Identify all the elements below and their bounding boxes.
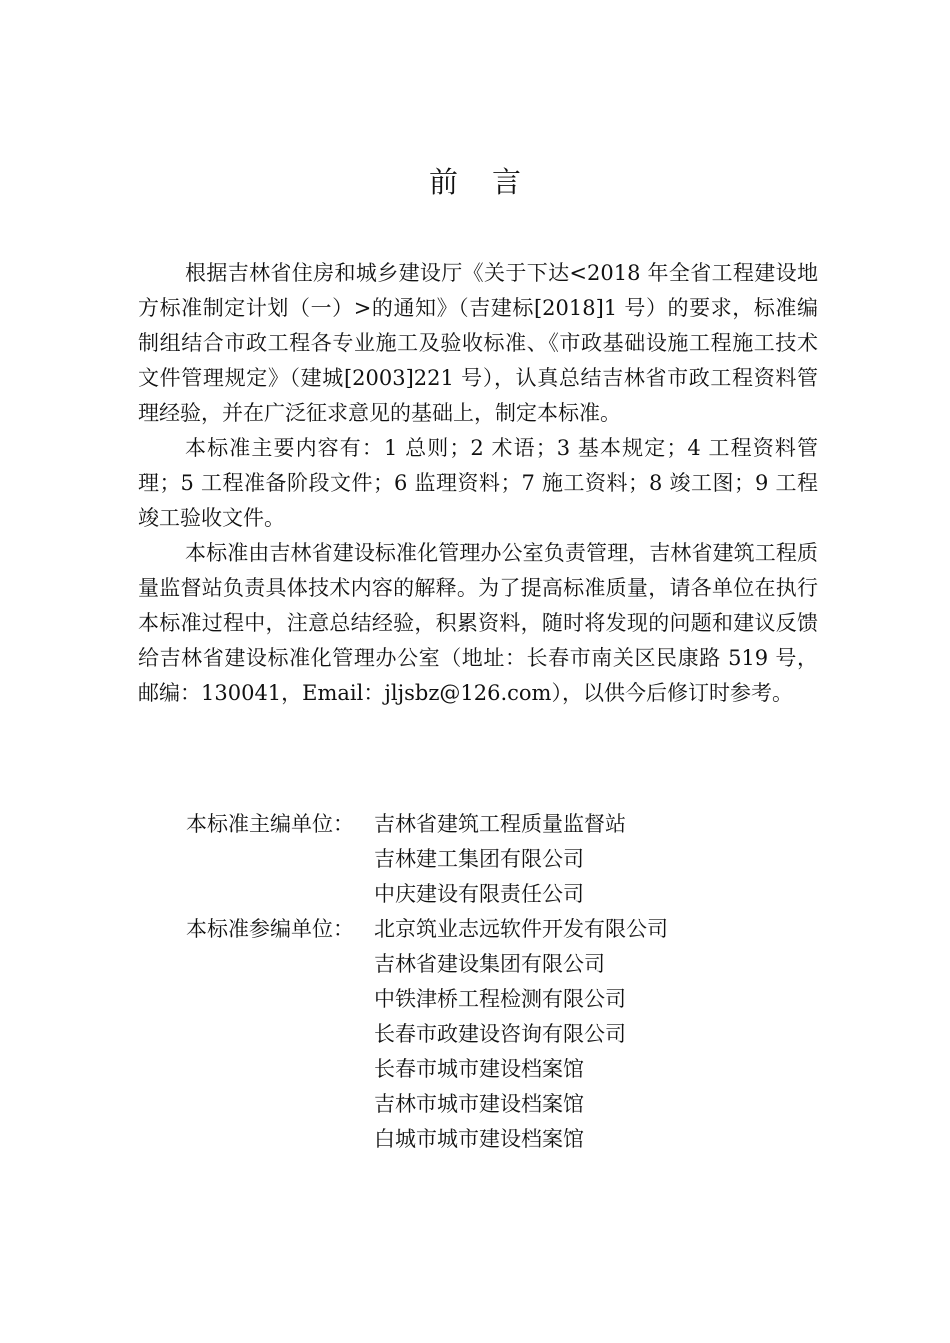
page-title: 前言 — [428, 165, 555, 199]
paragraph-management: 本标准由吉林省建设标准化管理办公室负责管理，吉林省建筑工程质量监督站负责具体技术内容的解释。为了提高标准质量，请各单位在执行本标准过程中，注意总结经验，积累资料，随时将发现的问题和建议反馈给吉林省建设标准化管理办公室（地址：长春市南关区民康路 519 号，邮编：130041，Email：jljsbz@126.com），以供今后修订时参考。 — [138, 541, 818, 705]
participating-unit: 长春市政建设咨询有限公司 — [374, 1022, 626, 1046]
chief-unit: 吉林省建筑工程质量监督站 — [374, 812, 626, 836]
drafting-units — [186, 807, 806, 1157]
chief-units-label: 本标准主编单位： — [186, 812, 354, 836]
paragraph-contents: 本标准主要内容有：1 总则；2 术语；3 基本规定；4 工程资料管理；5 工程准备阶段文件；6 监理资料；7 施工资料；8 竣工图；9 工程竣工验收文件。 — [138, 436, 818, 530]
chief-unit: 吉林建工集团有限公司 — [374, 847, 584, 871]
chief-unit: 中庆建设有限责任公司 — [374, 882, 584, 906]
participating-units-group — [186, 912, 806, 1157]
chief-units-list — [374, 807, 626, 912]
participating-units-list — [374, 912, 668, 1157]
chief-units-group — [186, 807, 806, 912]
participating-unit: 长春市城市建设档案馆 — [374, 1057, 584, 1081]
preface-body — [138, 256, 818, 711]
participating-unit: 中铁津桥工程检测有限公司 — [374, 987, 626, 1011]
participating-unit: 白城市城市建设档案馆 — [374, 1127, 584, 1151]
paragraph-background: 根据吉林省住房和城乡建设厅《关于下达<2018 年全省工程建设地方标准制定计划（一）>的通知》（吉建标[2018]1 号）的要求，标准编制组结合市政工程各专业施工及验收标准、《市政基础设施工程施工技术文件管理规定》（建城[2003]221 号），认真总结吉林省市政工程资料管理经验，并在广泛征求意见的基础上，制定本标准。 — [138, 261, 818, 425]
participating-unit: 北京筑业志远软件开发有限公司 — [374, 917, 668, 941]
participating-unit: 吉林市城市建设档案馆 — [374, 1092, 584, 1116]
participating-units-label: 本标准参编单位： — [186, 917, 354, 941]
participating-unit: 吉林省建设集团有限公司 — [374, 952, 605, 976]
